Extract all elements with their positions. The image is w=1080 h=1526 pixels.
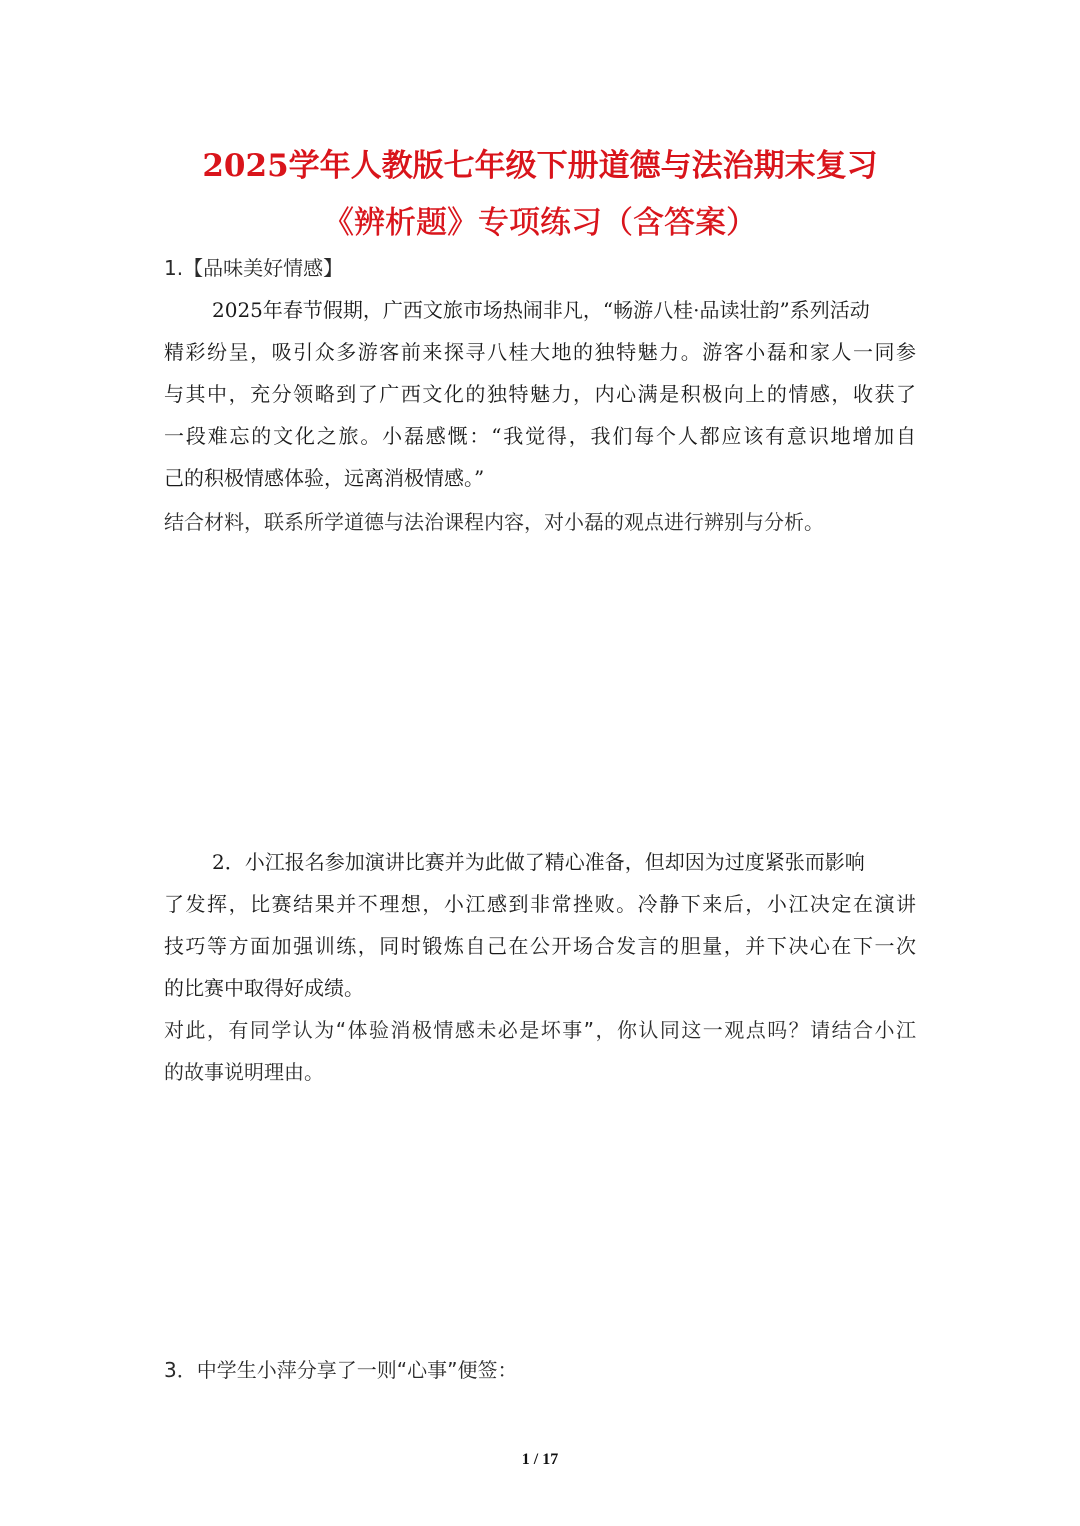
question-1-prompt: 结合材料，联系所学道德与法治课程内容，对小磊的观点进行辨别与分析。 (164, 510, 824, 534)
question-2-material-line-2: 了发挥，比赛结果并不理想，小江感到非常挫败。冷静下来后，小江决定在演讲 (164, 892, 916, 916)
question-2-material-line-3: 技巧等方面加强训练，同时锻炼自己在公开场合发言的胆量，并下决心在下一次 (164, 934, 916, 958)
page-number: 1 / 17 (521, 1451, 559, 1468)
question-2-prompt-line-2: 的故事说明理由。 (164, 1060, 324, 1084)
question-1-material-line-5: 己的积极情感体验，远离消极情感。” (164, 466, 485, 490)
question-1-material-line-4: 一段难忘的文化之旅。小磊感慨：“我觉得，我们每个人都应该有意识地增加自 (164, 424, 916, 448)
question-2-material-line-1: 2．小江报名参加演讲比赛并为此做了精心准备，但却因为过度紧张而影响 (212, 850, 865, 874)
question-1-material-line-3: 与其中，充分领略到了广西文化的独特魅力，内心满是积极向上的情感，收获了 (164, 382, 916, 406)
document-title-line-2: 《辨析题》专项练习（含答案） (323, 205, 757, 241)
question-3-prompt: 3．中学生小萍分享了一则“心事”便签： (164, 1358, 518, 1382)
question-1-material-line-1: 2025年春节假期，广西文旅市场热闹非凡，“畅游八桂·品读壮韵”系列活动 (212, 298, 870, 322)
question-1-material-line-2: 精彩纷呈，吸引众多游客前来探寻八桂大地的独特魅力。游客小磊和家人一同参 (164, 340, 916, 364)
question-2-material-line-4: 的比赛中取得好成绩。 (164, 976, 364, 1000)
question-1-heading: 1.【品味美好情感】 (164, 256, 344, 280)
document-title-line-1: 2025学年人教版七年级下册道德与法治期末复习 (202, 148, 878, 184)
question-2-prompt-line-1: 对此，有同学认为“体验消极情感未必是坏事”，你认同这一观点吗？请结合小江 (164, 1018, 916, 1042)
